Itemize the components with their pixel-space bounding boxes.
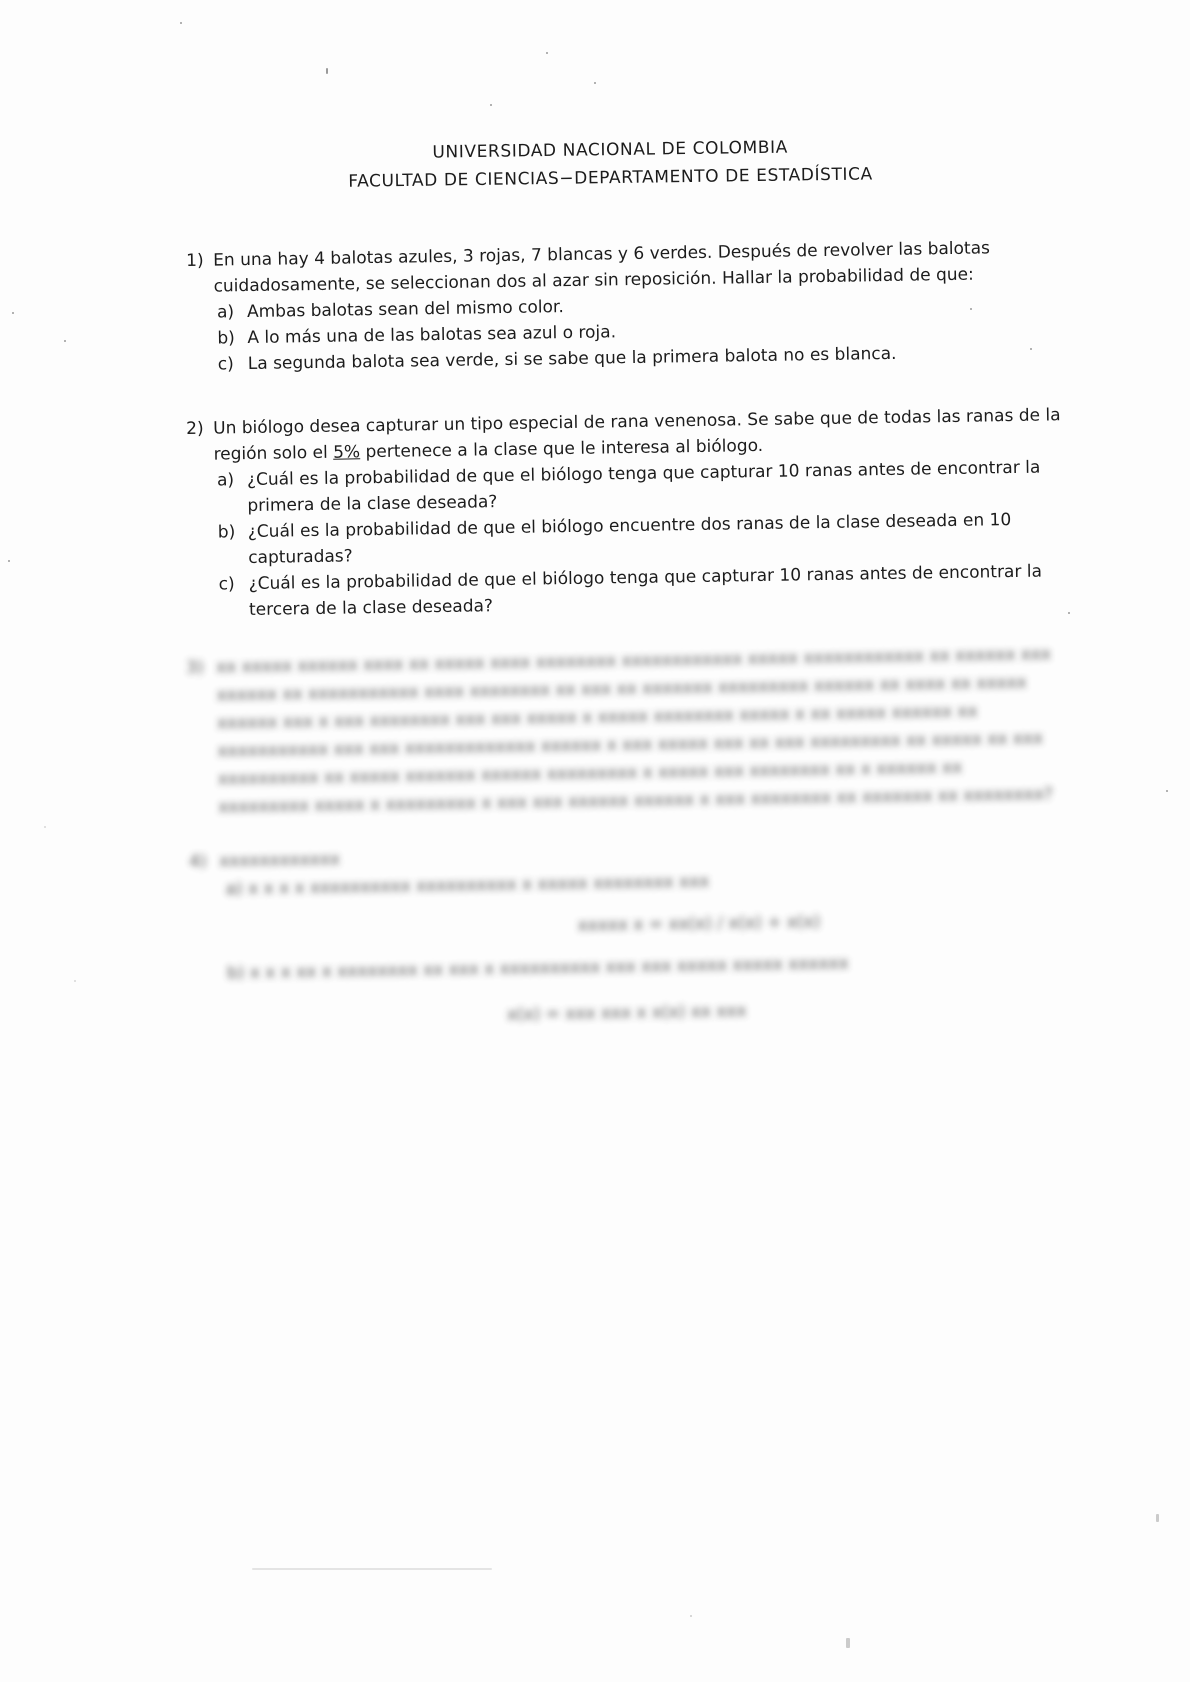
problem-2 — [186, 402, 1089, 624]
scan-speck — [180, 22, 182, 24]
scan-speck — [12, 312, 14, 314]
scan-speck — [690, 1615, 692, 1617]
problem-items — [217, 454, 1089, 624]
document-header — [330, 132, 891, 196]
problem-items — [217, 286, 1088, 378]
problem-number: 3) — [186, 657, 204, 678]
item-text: ¿Cuál es la probabilidad de que el biólogo encuentre dos ranas de la clase deseada en 10 capturadas? — [247, 510, 1012, 569]
item-label: b) — [217, 328, 236, 349]
scan-speck — [326, 68, 328, 74]
item-label: c) — [218, 574, 235, 595]
scan-speck — [490, 104, 492, 106]
scan-speck — [1166, 790, 1168, 792]
stem-text: Un biólogo desea capturar un tipo especial de rana venenosa. Se sabe que de todas las ranas de la región solo el — [213, 405, 1061, 465]
problem-number: 2) — [186, 418, 204, 439]
item-text: ¿Cuál es la probabilidad de que el biólogo tenga que capturar 10 ranas antes de encontrar la tercera de la clase deseada? — [248, 561, 1043, 621]
scan-speck — [64, 340, 66, 342]
scan-speck — [44, 826, 46, 828]
item-label: a) — [216, 302, 235, 323]
scan-speck — [1156, 1514, 1159, 1522]
redacted-section — [186, 640, 1062, 1052]
problem-4-redacted — [189, 834, 1062, 1034]
university-name: UNIVERSIDAD NACIONAL DE COLOMBIA — [432, 137, 789, 163]
scan-speck — [252, 1568, 492, 1570]
stem-text: pertenece a la clase que le interesa al biólogo. — [359, 435, 764, 463]
redacted-formula: xxxxx x = xx(x) / x(x) + x(x) — [577, 912, 821, 936]
redacted-title: xxxxxxxxxxxx — [219, 849, 341, 872]
redacted-formula: x(x) = xxx xxx x x(x) xx xxx — [506, 1001, 747, 1026]
item-label: c) — [217, 354, 234, 375]
redacted-text: xx xxxxx xxxxxx xxxx xx xxxxx xxxx xxxxxxxx xxxxxxxxxxxx xxxxx xxxxxxxxxxxx xx xxxxxx xxx xxxxxx xx xxxxxxxxxxx xxxx xxxxxxxx xx xxx xx xxxxxxx xxxxxxxxx xxxxxx xx xxxx xx xxxxx xxxxxx xxx x xxx xxxxxxxx xxx xxx xxxxx x xxxxx xxxxxxxx xxxxx x xx xxxxx xxxxxx xx xxxxxxxxxxx xxx xxx xxxxxxxxxxxxx xxxxxx x xxx xxxxx xxx xx xxx xxxxxxxxx xx xxxxx xx xxx xxxxxxxxxx xx xxxxx xxxxxxx xxxxxx xxxxxxxxx x xxxxx xxx xxxxxxxx xx x xxxxxx xx xxxxxxxxx xxxxx x xxxxxxxxx x xxx xxx xxxxxx xxxxxx x xxx xxxxxxxx xx xxxxxxx xx xxxxxxxx? — [216, 644, 1054, 818]
item-label: b) — [217, 522, 236, 543]
item-text: A lo más una de las balotas sea azul o roja. — [247, 322, 617, 349]
problem-stem: En una hay 4 balotas azules, 3 rojas, 7 blancas y 6 verdes. Después de revolver las balotas cuidadosamente, se seleccionan dos al azar sin reposición. Hallar la probabilidad de que: — [213, 238, 991, 297]
faculty-department: FACULTAD DE CIENCIAS−DEPARTAMENTO DE ESTADÍSTICA — [348, 164, 873, 192]
redacted-item: b) x x x xx x xxxxxxxx xx xxx x xxxxxxxxxx xxx xxx xxxxx xxxxx xxxxxx — [226, 953, 849, 984]
scan-speck — [74, 980, 76, 982]
item-text: Ambas balotas sean del mismo color. — [246, 297, 564, 323]
scan-speck — [546, 52, 548, 54]
problem-number: 1) — [186, 250, 204, 271]
scan-speck — [1068, 612, 1070, 614]
problem-3-redacted — [186, 640, 1059, 822]
item-text: ¿Cuál es la probabilidad de que el biólogo tenga que capturar 10 ranas antes de encontrar la primera de la clase deseada? — [246, 457, 1041, 517]
scan-speck — [594, 82, 596, 84]
item-text: La segunda balota sea verde, si se sabe que la primera balota no es blanca. — [247, 343, 897, 375]
scan-speck — [8, 560, 10, 562]
redacted-item: a) x x x x xxxxxxxxxx xxxxxxxxxx x xxxxx xxxxxxxx xxx — [225, 871, 710, 900]
item-label: a) — [216, 470, 235, 491]
problem-number: 4) — [189, 851, 207, 872]
scan-speck — [846, 1638, 850, 1648]
percentage-highlight: 5% — [332, 442, 361, 463]
problem-1 — [186, 234, 1088, 378]
